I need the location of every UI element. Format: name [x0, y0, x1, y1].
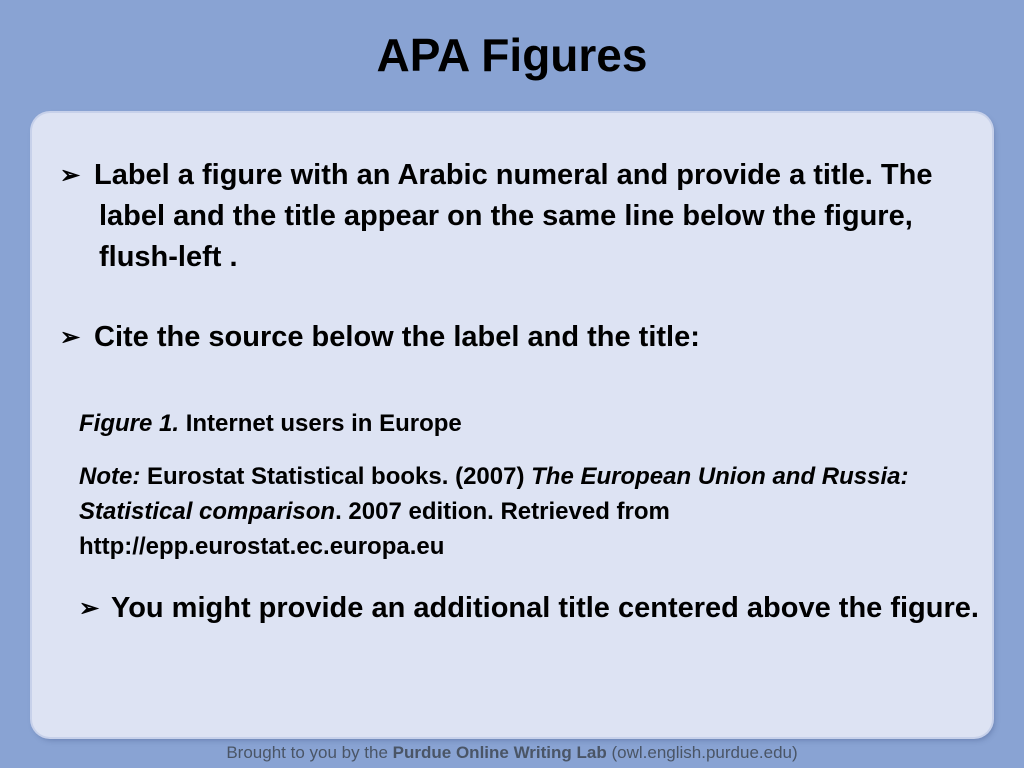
bullet-label-figure — [60, 155, 999, 278]
arrow-bullet-icon: ➢ — [60, 162, 81, 189]
arrow-bullet-icon: ➢ — [60, 324, 81, 351]
note-rest: . 2007 edition. Retrieved from http://epp.eurostat.ec.europa.eu — [79, 498, 670, 560]
figure-note-example — [79, 459, 979, 564]
figure-caption-example — [79, 406, 979, 441]
arrow-bullet-icon: ➢ — [79, 595, 100, 622]
footer-lab-name: Purdue Online Writing Lab — [392, 743, 607, 762]
footer-suffix: (owl.english.purdue.edu) — [606, 743, 798, 762]
note-label: Note: — [79, 463, 141, 490]
footer-prefix: Brought to you by the — [226, 743, 393, 762]
note-book-title: The European Union and Russia: Statistical comparison — [79, 463, 909, 525]
footer-credit — [0, 743, 1024, 763]
bullet-text: You might provide an additional title centered above the figure. — [111, 592, 979, 624]
slide-title: APA Figures — [376, 29, 648, 81]
bullet-cite-source — [60, 317, 960, 358]
bullet-additional-title — [79, 588, 979, 629]
bullet-text: Label a figure with an Arabic numeral and provide a title. The label and the title appear on the same line below the figure, flush-left . — [94, 159, 933, 273]
figure-title: Internet users in Europe — [179, 410, 462, 437]
figure-label: Figure 1. — [79, 410, 180, 437]
note-source: Eurostat Statistical books. (2007) — [140, 463, 532, 490]
bullet-text: Cite the source below the label and the title: — [94, 321, 700, 353]
